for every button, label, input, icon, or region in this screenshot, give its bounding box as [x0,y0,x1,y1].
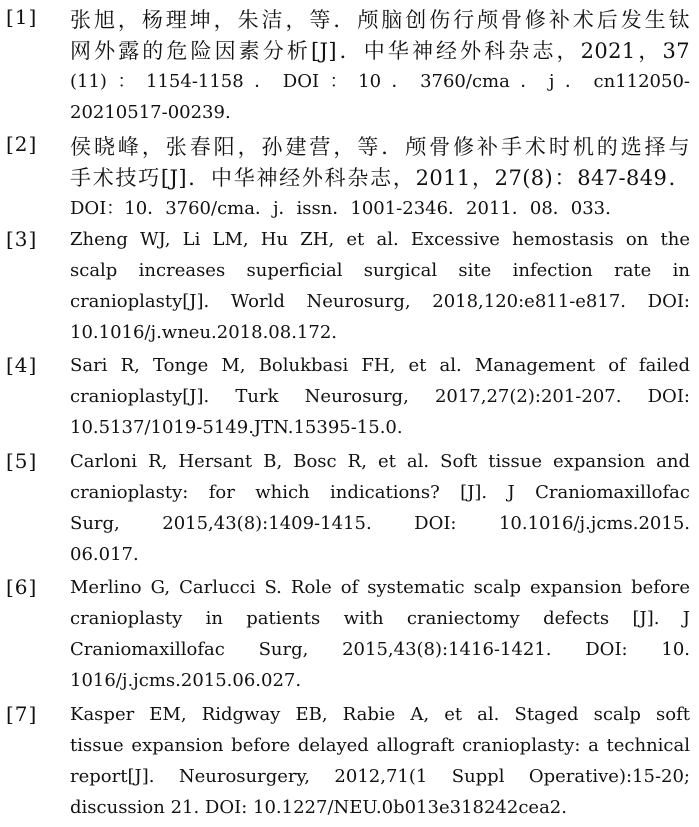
reference-line: Zheng WJ, Li LM, Hu ZH, et al. Excessive hemostasis on the [70,229,690,250]
reference-line: report[J]. Neurosurgery, 2012,71(1 Suppl Operative):15-20; [70,766,690,787]
reference-number: [4] [6,353,38,377]
reference-line: Sari R, Tonge M, Bolukbasi FH, et al. Management of failed [70,355,690,376]
reference-line: Craniomaxillofac Surg, 2015,43(8):1416-1421. DOI: 10. [70,639,690,660]
reference-line: discussion 21. DOI: 10.1227/NEU.0b013e318242cea2. [70,797,567,818]
reference-line: Carloni R, Hersant B, Bosc R, et al. Soft tissue expansion and [70,451,690,472]
reference-line: scalp increases superficial surgical site infection rate in [70,260,690,281]
reference-line: 06.017. [70,544,139,565]
reference-line: 张旭，杨理坤，朱洁，等．颅脑创伤行颅骨修补术后发生钛 [70,8,690,32]
reference-line: (11)：1154-1158．DOI：10．3760/cma．j．cn112050- [70,71,690,92]
reference-line: cranioplasty: for which indications? [J]. J Craniomaxillofac [70,482,690,503]
reference-line: 10.5137/1019-5149.JTN.15395-15.0. [70,417,403,438]
reference-number: [6] [6,575,38,599]
reference-line: Kasper EM, Ridgway EB, Rabie A, et al. Staged scalp soft [70,704,690,725]
reference-number: [1] [6,5,38,29]
reference-line: 手术技巧[J]．中华神经外科杂志，2011，27(8)：847-849． [70,166,690,190]
reference-line: Merlino G, Carlucci S. Role of systematic scalp expansion before [70,577,690,598]
reference-number: [5] [6,449,38,473]
reference-line: 1016/j.jcms.2015.06.027. [70,670,302,691]
reference-number: [3] [6,227,38,251]
reference-line: cranioplasty in patients with craniectomy defects [J]. J [70,608,690,629]
reference-line: DOI：10．3760/cma．j．issn．1001-2346．2011．08．033. [70,198,611,219]
reference-line: 20210517-00239. [70,102,231,123]
reference-line: tissue expansion before delayed allograft cranioplasty: a technical [70,735,690,756]
reference-line: cranioplasty[J]. World Neurosurg, 2018,120:e811-e817. DOI: [70,291,690,312]
reference-line: 网外露的危险因素分析[J]．中华神经外科杂志，2021，37 [70,39,690,63]
reference-number: [2] [6,132,38,156]
reference-number: [7] [6,702,38,726]
reference-line: Surg, 2015,43(8):1409-1415. DOI: 10.1016/j.jcms.2015. [70,513,690,534]
reference-line: cranioplasty[J]. Turk Neurosurg, 2017,27(2):201-207. DOI: [70,386,690,407]
reference-line: 侯晓峰，张春阳，孙建营，等．颅骨修补手术时机的选择与 [70,135,690,159]
reference-line: 10.1016/j.wneu.2018.08.172. [70,322,338,343]
